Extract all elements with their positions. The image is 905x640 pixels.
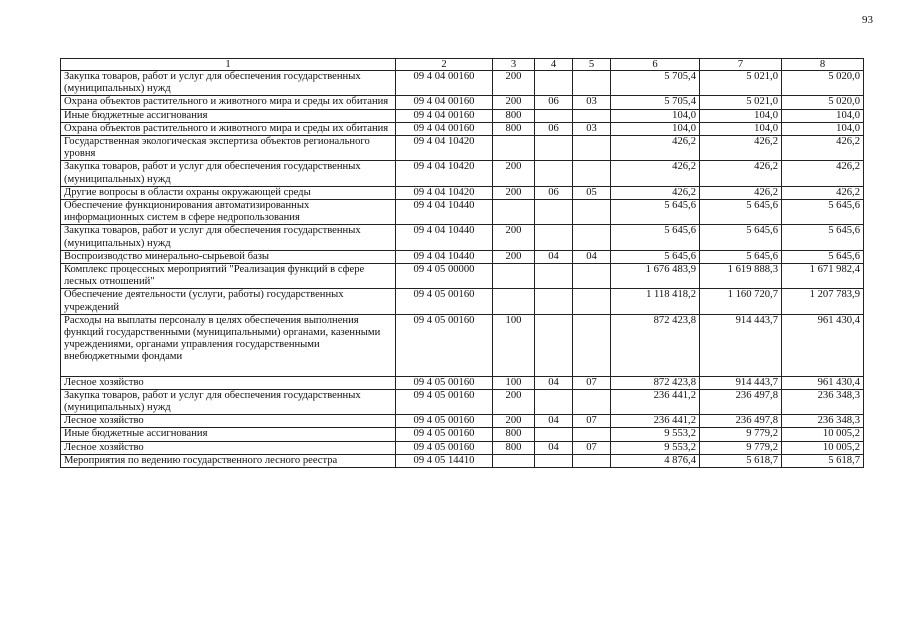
amount-year-3-cell: 961 430,4 — [782, 314, 864, 376]
column-header-7: 7 — [700, 59, 782, 71]
amount-year-1-cell: 9 553,2 — [611, 428, 700, 441]
table-row — [61, 225, 864, 250]
target-code-cell: 09 4 05 00160 — [396, 376, 493, 389]
table-row — [61, 96, 864, 109]
subsection-cell — [573, 71, 611, 96]
amount-year-2-cell: 426,2 — [700, 136, 782, 161]
expense-type-cell: 200 — [493, 71, 535, 96]
expense-type-cell — [493, 454, 535, 467]
amount-year-2-cell: 5 645,6 — [700, 225, 782, 250]
subsection-cell: 05 — [573, 186, 611, 199]
row-name-cell: Государственная экологическая экспертиза объектов регионального уровня — [61, 136, 396, 161]
target-code-cell: 09 4 04 10440 — [396, 200, 493, 225]
page-number: 93 — [862, 14, 873, 26]
section-cell — [535, 161, 573, 186]
row-name-cell: Охрана объектов растительного и животного мира и среды их обитания — [61, 122, 396, 135]
section-cell — [535, 264, 573, 289]
amount-year-3-cell: 5 020,0 — [782, 96, 864, 109]
section-cell — [535, 200, 573, 225]
target-code-cell: 09 4 05 00160 — [396, 289, 493, 314]
amount-year-1-cell: 5 645,6 — [611, 250, 700, 263]
column-header-6: 6 — [611, 59, 700, 71]
row-name-cell: Обеспечение функционирования автоматизированных информационных систем в сфере недропользования — [61, 200, 396, 225]
amount-year-2-cell: 104,0 — [700, 122, 782, 135]
amount-year-3-cell: 236 348,3 — [782, 389, 864, 414]
expense-type-cell: 200 — [493, 250, 535, 263]
amount-year-1-cell: 5 645,6 — [611, 225, 700, 250]
table-row — [61, 441, 864, 454]
amount-year-2-cell: 5 021,0 — [700, 71, 782, 96]
column-header-5: 5 — [573, 59, 611, 71]
amount-year-1-cell: 104,0 — [611, 122, 700, 135]
subsection-cell: 03 — [573, 122, 611, 135]
section-cell — [535, 454, 573, 467]
target-code-cell: 09 4 04 00160 — [396, 71, 493, 96]
amount-year-1-cell: 5 705,4 — [611, 96, 700, 109]
row-name-cell: Воспроизводство минерально-сырьевой базы — [61, 250, 396, 263]
column-header-8: 8 — [782, 59, 864, 71]
target-code-cell: 09 4 04 00160 — [396, 96, 493, 109]
target-code-cell: 09 4 04 10440 — [396, 225, 493, 250]
section-cell — [535, 314, 573, 376]
column-header-3: 3 — [493, 59, 535, 71]
row-name-cell: Закупка товаров, работ и услуг для обеспечения государственных (муниципальных) нужд — [61, 389, 396, 414]
table-row — [61, 136, 864, 161]
amount-year-3-cell: 5 020,0 — [782, 71, 864, 96]
amount-year-3-cell: 5 645,6 — [782, 250, 864, 263]
amount-year-2-cell: 5 645,6 — [700, 250, 782, 263]
subsection-cell — [573, 161, 611, 186]
expense-type-cell: 100 — [493, 376, 535, 389]
section-cell — [535, 136, 573, 161]
subsection-cell: 07 — [573, 441, 611, 454]
amount-year-1-cell: 1 118 418,2 — [611, 289, 700, 314]
expense-type-cell: 800 — [493, 122, 535, 135]
amount-year-2-cell: 236 497,8 — [700, 415, 782, 428]
row-name-cell: Лесное хозяйство — [61, 441, 396, 454]
subsection-cell: 07 — [573, 415, 611, 428]
target-code-cell: 09 4 05 14410 — [396, 454, 493, 467]
target-code-cell: 09 4 05 00160 — [396, 428, 493, 441]
column-header-1: 1 — [61, 59, 396, 71]
subsection-cell — [573, 314, 611, 376]
row-name-cell: Обеспечение деятельности (услуги, работы) государственных учреждений — [61, 289, 396, 314]
table-row — [61, 250, 864, 263]
section-cell — [535, 389, 573, 414]
row-name-cell: Закупка товаров, работ и услуг для обеспечения государственных (муниципальных) нужд — [61, 161, 396, 186]
table-row — [61, 389, 864, 414]
table-row — [61, 71, 864, 96]
table-row — [61, 264, 864, 289]
section-cell — [535, 289, 573, 314]
target-code-cell: 09 4 04 10440 — [396, 250, 493, 263]
target-code-cell: 09 4 04 00160 — [396, 109, 493, 122]
section-cell: 04 — [535, 415, 573, 428]
amount-year-3-cell: 426,2 — [782, 136, 864, 161]
subsection-cell — [573, 289, 611, 314]
subsection-cell — [573, 264, 611, 289]
table-row — [61, 161, 864, 186]
subsection-cell — [573, 200, 611, 225]
section-cell — [535, 109, 573, 122]
amount-year-3-cell: 426,2 — [782, 161, 864, 186]
table-row — [61, 200, 864, 225]
subsection-cell — [573, 454, 611, 467]
expense-type-cell: 200 — [493, 415, 535, 428]
amount-year-1-cell: 426,2 — [611, 136, 700, 161]
amount-year-2-cell: 5 618,7 — [700, 454, 782, 467]
row-name-cell: Иные бюджетные ассигнования — [61, 109, 396, 122]
amount-year-3-cell: 104,0 — [782, 122, 864, 135]
table-body — [61, 71, 864, 468]
budget-table — [60, 58, 864, 468]
column-header-4: 4 — [535, 59, 573, 71]
amount-year-1-cell: 872 423,8 — [611, 376, 700, 389]
amount-year-2-cell: 914 443,7 — [700, 376, 782, 389]
subsection-cell — [573, 389, 611, 414]
subsection-cell: 04 — [573, 250, 611, 263]
amount-year-3-cell: 104,0 — [782, 109, 864, 122]
subsection-cell — [573, 136, 611, 161]
target-code-cell: 09 4 04 10420 — [396, 186, 493, 199]
row-name-cell: Закупка товаров, работ и услуг для обеспечения государственных (муниципальных) нужд — [61, 225, 396, 250]
column-header-2: 2 — [396, 59, 493, 71]
amount-year-2-cell: 5 021,0 — [700, 96, 782, 109]
section-cell: 06 — [535, 186, 573, 199]
row-name-cell: Мероприятия по ведению государственного лесного реестра — [61, 454, 396, 467]
header-row — [61, 59, 864, 71]
subsection-cell: 07 — [573, 376, 611, 389]
amount-year-1-cell: 1 676 483,9 — [611, 264, 700, 289]
amount-year-1-cell: 5 705,4 — [611, 71, 700, 96]
table-row — [61, 376, 864, 389]
target-code-cell: 09 4 04 00160 — [396, 122, 493, 135]
row-name-cell: Иные бюджетные ассигнования — [61, 428, 396, 441]
amount-year-3-cell: 1 671 982,4 — [782, 264, 864, 289]
table-row — [61, 428, 864, 441]
amount-year-2-cell: 1 160 720,7 — [700, 289, 782, 314]
expense-type-cell: 800 — [493, 428, 535, 441]
amount-year-1-cell: 5 645,6 — [611, 200, 700, 225]
target-code-cell: 09 4 05 00000 — [396, 264, 493, 289]
target-code-cell: 09 4 05 00160 — [396, 314, 493, 376]
expense-type-cell: 200 — [493, 186, 535, 199]
section-cell: 04 — [535, 250, 573, 263]
expense-type-cell: 200 — [493, 225, 535, 250]
expense-type-cell: 200 — [493, 96, 535, 109]
expense-type-cell — [493, 200, 535, 225]
table-row — [61, 186, 864, 199]
amount-year-2-cell: 1 619 888,3 — [700, 264, 782, 289]
expense-type-cell: 200 — [493, 161, 535, 186]
amount-year-2-cell: 426,2 — [700, 186, 782, 199]
section-cell: 06 — [535, 96, 573, 109]
section-cell: 06 — [535, 122, 573, 135]
section-cell — [535, 428, 573, 441]
subsection-cell — [573, 109, 611, 122]
target-code-cell: 09 4 04 10420 — [396, 161, 493, 186]
amount-year-1-cell: 104,0 — [611, 109, 700, 122]
expense-type-cell: 800 — [493, 441, 535, 454]
amount-year-1-cell: 236 441,2 — [611, 389, 700, 414]
section-cell — [535, 225, 573, 250]
amount-year-1-cell: 872 423,8 — [611, 314, 700, 376]
amount-year-2-cell: 9 779,2 — [700, 441, 782, 454]
expense-type-cell: 100 — [493, 314, 535, 376]
amount-year-1-cell: 236 441,2 — [611, 415, 700, 428]
row-name-cell: Комплекс процессных мероприятий "Реализация функций в сфере лесных отношений" — [61, 264, 396, 289]
amount-year-2-cell: 236 497,8 — [700, 389, 782, 414]
row-name-cell: Закупка товаров, работ и услуг для обеспечения государственных (муниципальных) нужд — [61, 71, 396, 96]
table-row — [61, 109, 864, 122]
expense-type-cell: 800 — [493, 109, 535, 122]
table-row — [61, 415, 864, 428]
section-cell: 04 — [535, 376, 573, 389]
amount-year-1-cell: 9 553,2 — [611, 441, 700, 454]
amount-year-3-cell: 1 207 783,9 — [782, 289, 864, 314]
amount-year-2-cell: 426,2 — [700, 161, 782, 186]
expense-type-cell: 200 — [493, 389, 535, 414]
row-name-cell: Расходы на выплаты персоналу в целях обеспечения выполнения функций государственными (муниципальными) органами, казенными учреждениями, органами управления государственными внебюджетными фондами — [61, 314, 396, 376]
expense-type-cell — [493, 136, 535, 161]
row-name-cell: Лесное хозяйство — [61, 415, 396, 428]
table-row — [61, 314, 864, 376]
table-row — [61, 289, 864, 314]
table-row — [61, 122, 864, 135]
amount-year-1-cell: 4 876,4 — [611, 454, 700, 467]
amount-year-2-cell: 104,0 — [700, 109, 782, 122]
amount-year-3-cell: 10 005,2 — [782, 428, 864, 441]
target-code-cell: 09 4 04 10420 — [396, 136, 493, 161]
target-code-cell: 09 4 05 00160 — [396, 415, 493, 428]
subsection-cell — [573, 225, 611, 250]
target-code-cell: 09 4 05 00160 — [396, 441, 493, 454]
section-cell: 04 — [535, 441, 573, 454]
subsection-cell — [573, 428, 611, 441]
amount-year-3-cell: 5 645,6 — [782, 200, 864, 225]
amount-year-3-cell: 961 430,4 — [782, 376, 864, 389]
amount-year-1-cell: 426,2 — [611, 161, 700, 186]
target-code-cell: 09 4 05 00160 — [396, 389, 493, 414]
expense-type-cell — [493, 264, 535, 289]
section-cell — [535, 71, 573, 96]
amount-year-3-cell: 236 348,3 — [782, 415, 864, 428]
row-name-cell: Лесное хозяйство — [61, 376, 396, 389]
row-name-cell: Другие вопросы в области охраны окружающей среды — [61, 186, 396, 199]
amount-year-3-cell: 426,2 — [782, 186, 864, 199]
amount-year-3-cell: 5 645,6 — [782, 225, 864, 250]
expense-type-cell — [493, 289, 535, 314]
table-row — [61, 454, 864, 467]
amount-year-2-cell: 9 779,2 — [700, 428, 782, 441]
amount-year-1-cell: 426,2 — [611, 186, 700, 199]
amount-year-2-cell: 5 645,6 — [700, 200, 782, 225]
row-name-cell: Охрана объектов растительного и животного мира и среды их обитания — [61, 96, 396, 109]
amount-year-3-cell: 5 618,7 — [782, 454, 864, 467]
amount-year-2-cell: 914 443,7 — [700, 314, 782, 376]
amount-year-3-cell: 10 005,2 — [782, 441, 864, 454]
subsection-cell: 03 — [573, 96, 611, 109]
